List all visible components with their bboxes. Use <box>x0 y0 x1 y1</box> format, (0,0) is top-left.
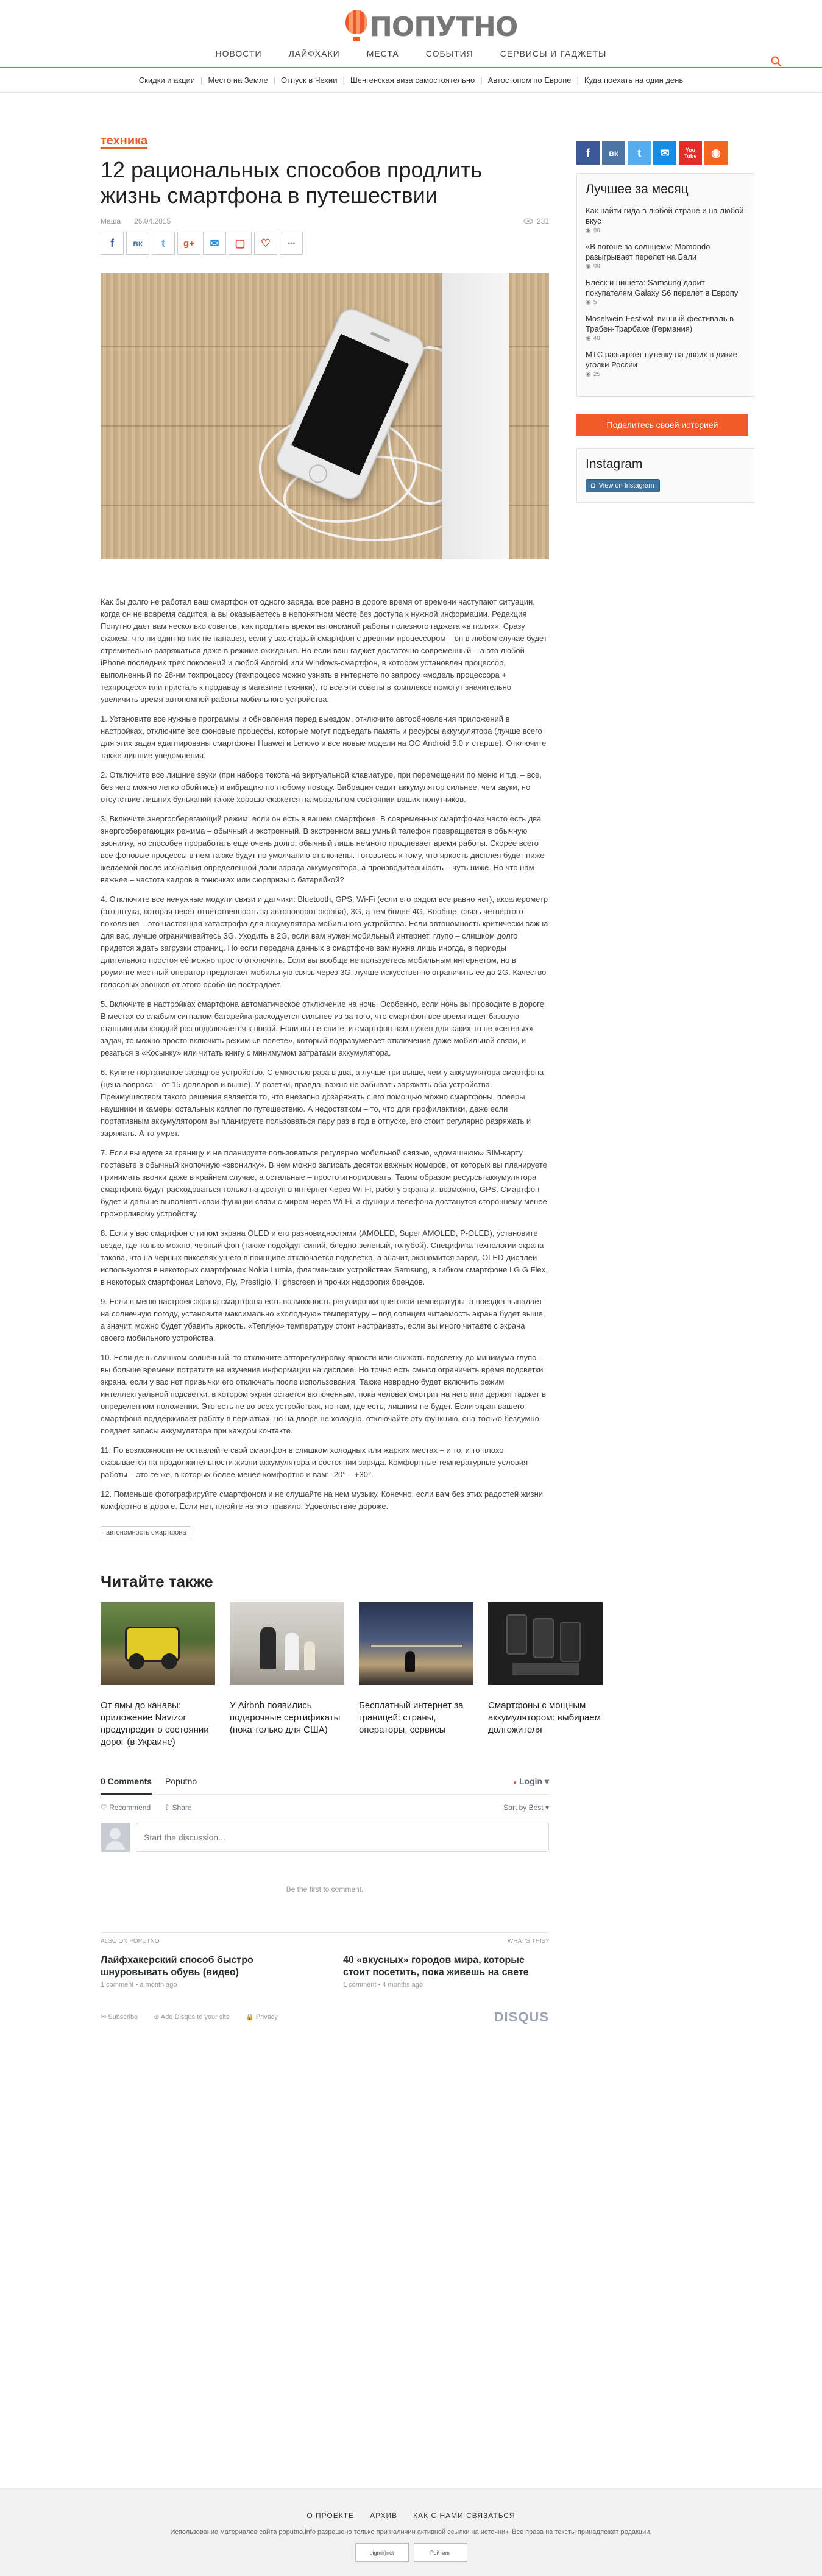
article-paragraph: 10. Если день слишком солнечный, то отключите авторегулировку яркости или снижать подсветку до минимума глупо – вы больше времени потратите на изучение информации на дисплее. Но точно есть смысл ограничить время подсветки экрана, если у вас нет привычки его отключать после использования. Также невредно будет включить режим интеллектуальной подсветки, в котором экран остается включенным, пока человек смотрит на него или держит гаджет в определенном положении. Это есть не во всех устройствах, но там, где есть, лишним не будет. Если экран вашего смартфона поддерживает работу в перчатках, но на дворе не холодно, отключайте эту функцию, она только бездумно поедает запасы аккумулятора при каждом контакте. <box>101 1353 547 1435</box>
also-on-header <box>101 1932 549 1945</box>
comment-input[interactable] <box>136 1823 549 1852</box>
related-post[interactable] <box>488 1602 603 1748</box>
list-item[interactable] <box>586 241 745 270</box>
also-on-meta: 1 comment • a month ago <box>101 1981 177 1989</box>
views-counter <box>523 217 549 225</box>
search-icon[interactable] <box>771 56 782 67</box>
add-disqus-link[interactable]: ⊕ Add Disqus to your site <box>154 2014 230 2021</box>
mail-icon[interactable]: ✉ <box>653 141 676 165</box>
nav-services[interactable]: СЕРВИСЫ И ГАДЖЕТЫ <box>500 49 607 59</box>
widget-title: Instagram <box>586 457 643 471</box>
footer-links <box>0 2511 822 2520</box>
views-count: 231 <box>536 217 549 225</box>
also-on-title: Лайфхакерский способ быстро шнуровывать обувь (видео) <box>101 1955 253 1978</box>
share-more-button[interactable]: ••• <box>280 232 303 255</box>
best-item-views: 99 <box>593 263 600 270</box>
social-links <box>576 141 754 165</box>
share-facebook-button[interactable]: f <box>101 232 124 255</box>
also-on-label: ALSO ON POPUTNO <box>101 1938 160 1945</box>
article-paragraph: Как бы долго не работал ваш смартфон от одного заряда, все равно в дороге время от времени наступают ситуации, когда он не вовремя садится, а вы оказываетесь в непонятном месте без доступа к нужной информации. Редакция Попутно дает вам несколько советов, как продлить время автономной работы полезного гаджета «в полях». Сразу скажем, что ни один из них не панацея, если у вас старый смартфон с древним процессором – он в любом случае будет стремительно разряжаться даже в режиме ожидания. Но если ваш гаджет достаточно современный – а это любой iPhone последних трех поколений и любой Android или Windows-смартфон, в котором установлен процессор, выполненный по 28-нм техпроцессу (техпроцесс можно узнать в интернете по запросу «модель процессора + техпроцесс» или пристать к продавцу в магазине техники), то все эти советы в комплексе помогут значительно увеличить время автономной работы мобильного устройства. <box>101 597 547 704</box>
category-tag[interactable]: техника <box>101 134 148 147</box>
related-post-title: От ямы до канавы: приложение Navizor предупредит о состоянии дорог (в Украине) <box>101 1700 209 1747</box>
sidebar <box>576 141 754 503</box>
comments-widget <box>101 1776 549 2024</box>
share-vk-button[interactable]: вк <box>126 232 149 255</box>
list-item[interactable] <box>586 277 745 306</box>
related-thumbnail <box>488 1602 603 1685</box>
counter-badge[interactable]: bigmir)net <box>355 2543 409 2562</box>
tab-community[interactable]: Poputno <box>165 1776 197 1786</box>
best-item-views: 90 <box>593 227 600 234</box>
related-post-title: У Airbnb появились подарочные сертификаты (пока только для США) <box>230 1700 341 1735</box>
youtube-icon[interactable]: You Tube <box>679 141 702 165</box>
tab-comments[interactable]: 0 Comments <box>101 1776 152 1795</box>
article-paragraph: 6. Купите портативное зарядное устройство. С емкостью раза в два, а лучше три выше, чем у аккумулятора смартфона (цена вопроса – от 15 долларов и выше). У розетки, правда, важно не забывать заряжать оба устройства. Преимуществом такого решения является то, что внезапно дозаряжать с его помощью можно смартфоны, плееры, наушники и камеры остальных коллег по путешествию. А недостатком – то, что для профилактики, даже если портативным аккумулятором вы планируете пользоваться пару раз в год в отпуске, его стоит регулярно разряжать и заряжать. А то умрет. <box>101 1068 544 1138</box>
article-paragraph: 2. Отключите все лишние звуки (при наборе текста на виртуальной клавиатуре, при перемещении по меню и т.д. – все, без чего можно легко обойтись) и вибрацию по любому поводу. Вибрация садит аккумулятор сильнее, чем звуки, но отсутствие лишних бульканий также хорошо скажется на моральном состоянии ваших попутчиков. <box>101 770 542 804</box>
also-on-title: 40 «вкусных» городов мира, которые стоит посетить, пока живешь на свете <box>343 1955 529 1978</box>
related-post[interactable] <box>101 1602 215 1748</box>
comments-tabs <box>101 1776 549 1795</box>
rating-badge[interactable]: Рейтинг <box>414 2543 467 2562</box>
main-nav <box>0 49 822 72</box>
avatar <box>101 1823 130 1852</box>
subnav-item[interactable]: Автостопом по Европе <box>487 76 572 85</box>
article-paragraph: 9. Если в меню настроек экрана смартфона есть возможность регулировки цветовой температуры, а поездка выпадает на солнечную погоду, установите максимально «холодную» температуру – под солнцем читаемость экрана будет выше, а значит, можно будет убавить яркость. «Теплую» температуру стоит настраивать, если вы много читаете с экрана своего мобильного устройства. <box>101 1297 545 1343</box>
best-item-views: 25 <box>593 371 600 378</box>
view-on-instagram-button[interactable]: ◘ View on Instagram <box>586 479 660 492</box>
share-pocket-button[interactable]: ▢ <box>229 232 252 255</box>
comments-actions <box>101 1803 549 1812</box>
article-meta <box>101 217 549 227</box>
share-story-button[interactable]: Поделитесь своей историей <box>576 414 748 436</box>
subscribe-link[interactable]: ✉ Subscribe <box>101 2014 138 2021</box>
subnav-item[interactable]: Куда поехать на один день <box>584 76 684 85</box>
related-thumbnail <box>230 1602 344 1685</box>
best-item-title: «В погоне за солнцем»: Momondo разыгрывает перелет на Бали <box>586 242 710 261</box>
best-item-views: 5 <box>593 299 597 306</box>
footer-contact-link[interactable]: КАК С НАМИ СВЯЗАТЬСЯ <box>413 2511 516 2520</box>
also-on-meta: 1 comment • 4 months ago <box>343 1981 423 1989</box>
best-item-title: Mosel​wein-Festival: винный фестиваль в Трабен-Трарбахе (Германия) <box>586 314 734 333</box>
eye-icon: ◉ <box>586 227 591 234</box>
article-tag[interactable]: автономность смартфона <box>101 1526 191 1539</box>
eye-icon: ◉ <box>586 263 591 270</box>
site-logo[interactable] <box>344 9 517 45</box>
nav-lifehacks[interactable]: ЛАЙФХАКИ <box>288 49 340 59</box>
best-item-title: Как найти гида в любой стране и на любой вкус <box>586 206 744 225</box>
related-posts <box>101 1602 601 1748</box>
footer-copyright: Использование материалов сайта poputno.info разрешено только при наличии активной ссылки на источник. Все права на тексты принадлежат редакции. <box>170 2528 652 2536</box>
article-paragraph: 1. Установите все нужные программы и обновления перед выездом, отключите автообновления приложений в настройках, отключите все фоновые процессы, которые могут подъедать память и ресурсы аккумулятора (лучше всего для этих задач адаптированы смартфоны Huawei и Lenovo и все новые модели на ОС Android 5.0 и старше). Отключите также лишние уведомления. <box>101 714 547 760</box>
disqus-logo[interactable]: DISQUS <box>494 2009 549 2024</box>
share-buttons <box>101 232 549 255</box>
site-header <box>0 0 822 68</box>
logo-text: ПОПУТНО <box>370 11 518 43</box>
related-post-title: Смартфоны с мощным аккумулятором: выбираем долгожителя <box>488 1700 601 1735</box>
list-item[interactable] <box>586 349 745 378</box>
subnav-item[interactable]: Скидки и акции <box>138 76 196 85</box>
dot-icon: ● <box>513 1779 517 1786</box>
facebook-icon[interactable]: f <box>576 141 600 165</box>
sub-nav: Скидки и акции | Место на Земле | Отпуск в Чехии | Шенгенская виза самостоятельно | Автостопом по Европе | Куда поехать на один день <box>0 68 822 93</box>
comment-composer <box>101 1823 549 1852</box>
related-post-title: Бесплатный интернет за границей: страны, операторы, сервисы <box>359 1700 464 1735</box>
balloon-logo-icon <box>344 10 369 44</box>
best-item-title: МТС разыграет путевку на двоих в дикие уголки России <box>586 350 737 369</box>
also-on-item[interactable] <box>343 1954 549 1989</box>
article-paragraph: 8. Если у вас смартфон с типом экрана OLED и его разновидностями (AMOLED, Super AMOLED, P-OLED), установите везде, где только можно, черный фон (также подойдут синий, бледно-зеленый, голубой). Специфика технологии экрана такова, что на черных пикселях у него в принципе отключается подсветка, а значит, экономится заряд. OLED-дисплеи используются в некоторых смартфонах Nokia Lumia, флагманских устройствах Samsung, в гибком смартфоне LG G Flex, в некоторых смартфонах Lenovo, Fly, Prestigio, Highscreen и прочих недорогих брендов. <box>101 1229 548 1286</box>
widget-title: Лучшее за месяц <box>586 182 689 196</box>
best-item-title: Блеск и нищета: Samsung дарит покупателям Galaxy S6 перелет в Европу <box>586 278 739 297</box>
eye-icon: ◉ <box>586 335 591 342</box>
list-item[interactable] <box>586 313 745 342</box>
footer-badges <box>0 2543 822 2562</box>
share-mail-button[interactable]: ✉ <box>203 232 226 255</box>
related-thumbnail <box>101 1602 215 1685</box>
article-hero-image <box>101 273 549 559</box>
footer-archive-link[interactable]: АРХИВ <box>370 2511 398 2520</box>
best-of-month-widget <box>576 173 754 397</box>
comments-footer <box>101 2009 549 2024</box>
login-button[interactable]: ● Login ▾ <box>513 1776 549 1786</box>
article-title: 12 рациональных способов продлить жизнь смартфона в путешествии <box>101 157 483 208</box>
whats-this-link[interactable]: WHAT'S THIS? <box>507 1938 549 1945</box>
subnav-item[interactable]: Место на Земле <box>208 76 268 85</box>
eye-icon <box>523 218 533 224</box>
share-googleplus-button[interactable]: g+ <box>177 232 200 255</box>
article-paragraph: 11. По возможности не оставляйте свой смартфон в слишком холодных или жарких местах – и то, и то плохо сказывается на продолжительности жизни аккумулятора и состоянии заряда. Комфортные температурные условия работы – это те же, в которых более-менее комфортно и вам: -20° – +30°. <box>101 1446 528 1479</box>
sort-dropdown[interactable]: Sort by Best ▾ <box>503 1803 549 1812</box>
article-author[interactable]: Маша <box>101 217 121 225</box>
related-post[interactable] <box>230 1602 344 1748</box>
also-on-list <box>101 1954 549 1989</box>
instagram-icon: ◘ <box>591 482 595 489</box>
recommend-button[interactable]: ♡ Recommend <box>101 1803 151 1812</box>
article-paragraph: 5. Включите в настройках смартфона автоматическое отключение на ночь. Особенно, если ночь вы проводите в дороге. В местах со слабым сигналом батарейка расходуется сильнее из-за того, что смартфон все время ищет базовую станцию или каждый раз подключается к новой. Если вы не спите, и смартфон вам нужен для каких-то не «сетевых» задач, то можно просто включить режим «в полете», который подразумевает отключение даже мобильной связи, и резаться в «Косынку» или читать книгу с минимумом затратами аккумулятора. <box>101 999 547 1057</box>
twitter-icon[interactable]: t <box>628 141 651 165</box>
user-placeholder-icon <box>101 1823 130 1852</box>
nav-places[interactable]: МЕСТА <box>366 49 399 59</box>
nav-news[interactable]: НОВОСТИ <box>215 49 262 59</box>
article-body <box>101 596 549 1513</box>
best-list <box>586 205 745 378</box>
best-item-views: 40 <box>593 335 600 342</box>
empty-comments-text: Be the first to comment. <box>286 1885 364 1893</box>
share-comments-button[interactable]: ⇧ Share <box>164 1803 192 1812</box>
article-paragraph: 12. Поменьше фотографируйте смартфоном и не слушайте на нем музыку. Конечно, если вам без этих радостей жизни комфортно в дороге. Если нет, плюйте на это правило. Удовольствие дороже. <box>101 1489 544 1511</box>
eye-icon: ◉ <box>586 371 591 378</box>
related-thumbnail <box>359 1602 473 1685</box>
instagram-widget <box>576 448 754 503</box>
vk-icon[interactable]: вк <box>602 141 625 165</box>
footer-about-link[interactable]: О ПРОЕКТЕ <box>306 2511 355 2520</box>
also-on-item[interactable] <box>101 1954 306 1989</box>
share-twitter-button[interactable]: t <box>152 232 175 255</box>
article-paragraph: 4. Отключите все ненужные модули связи и датчики: Bluetooth, GPS, Wi-Fi (если его рядом все равно нет), акселерометр (это штука, которая несет ответственность за автоповорот экрана), 3G, а тем более 4G. Вообще, связь четвертого поколения – это настоящая катастрофа для аккумулятора мобильного устройства. Если автономность критически важна для вас, лучше ограничивайтесь 3G. Уходить в 2G, если вам нужен мобильный интернет, глупо – слишком долго придется ждать загрузки страниц. Но если передача данных в смартфоне вам нужна лишь иногда, в периоды длительного простоя её можно просто отключить. Если вы вообще не пользуетесь мобильным интернетом, но в роуминге местный оператор предлагает мобильную связь через 3G, лучше искусственно ограничить ее до 2G. Качество голосовых звонков от этого особо не пострадает. <box>101 895 548 989</box>
share-like-button[interactable]: ♡ <box>254 232 277 255</box>
article-date: 26.04.2015 <box>134 217 171 225</box>
subnav-item[interactable]: Отпуск в Чехии <box>281 76 338 85</box>
list-item[interactable] <box>586 205 745 234</box>
related-heading: Читайте также <box>101 1572 213 1591</box>
eye-icon: ◉ <box>586 299 591 306</box>
rss-icon[interactable]: ◉ <box>704 141 728 165</box>
privacy-link[interactable]: 🔒 Privacy <box>246 2014 278 2021</box>
article-paragraph: 3. Включите энергосберегающий режим, если он есть в вашем смартфоне. В современных смартфонах часто есть два энергосберегающих режима – обычный и экстренный. В экстренном ваш умный телефон превращается в обычную звонилку, но способен проработать еще очень долго, обычный лишь немного продлевает время работы. Скорее всего все фоновые процессы в нем также будут по умолчанию отключены. Готовьтесь к тому, что яркость дисплея будет ниже желаемой после исскаения определенной доли заряда аккумулятора, а производительность – чуть ниже. Но что нам важнее – частота кадров в гонючках или сюрпризы с батарейкой? <box>101 814 545 884</box>
related-post[interactable] <box>359 1602 473 1748</box>
subnav-item[interactable]: Шенгенская виза самостоятельно <box>350 76 475 85</box>
nav-events[interactable]: СОБЫТИЯ <box>425 49 473 59</box>
site-footer <box>0 2488 822 2576</box>
article-paragraph: 7. Если вы едете за границу и не планируете пользоваться регулярно мобильной связью, «домашнюю» SIM-карту поставьте в обычный кнопочную «звонилку». В нем можно записать десяток важных номеров, от которых вы планируете принимать звонки даже в крайнем случае, а остальные – просто игнорировать. Таким образом ресурсы аккумулятора смартфона будут расходоваться только на доступ в интернет через Wi-Fi, работу экрана и, возможно, GPS. Смартфон будет и дальше выполнять свои функции связи с миром через Wi-Fi, а функции телефона достанутся стороннему менее прожорливому устройству. <box>101 1148 547 1218</box>
